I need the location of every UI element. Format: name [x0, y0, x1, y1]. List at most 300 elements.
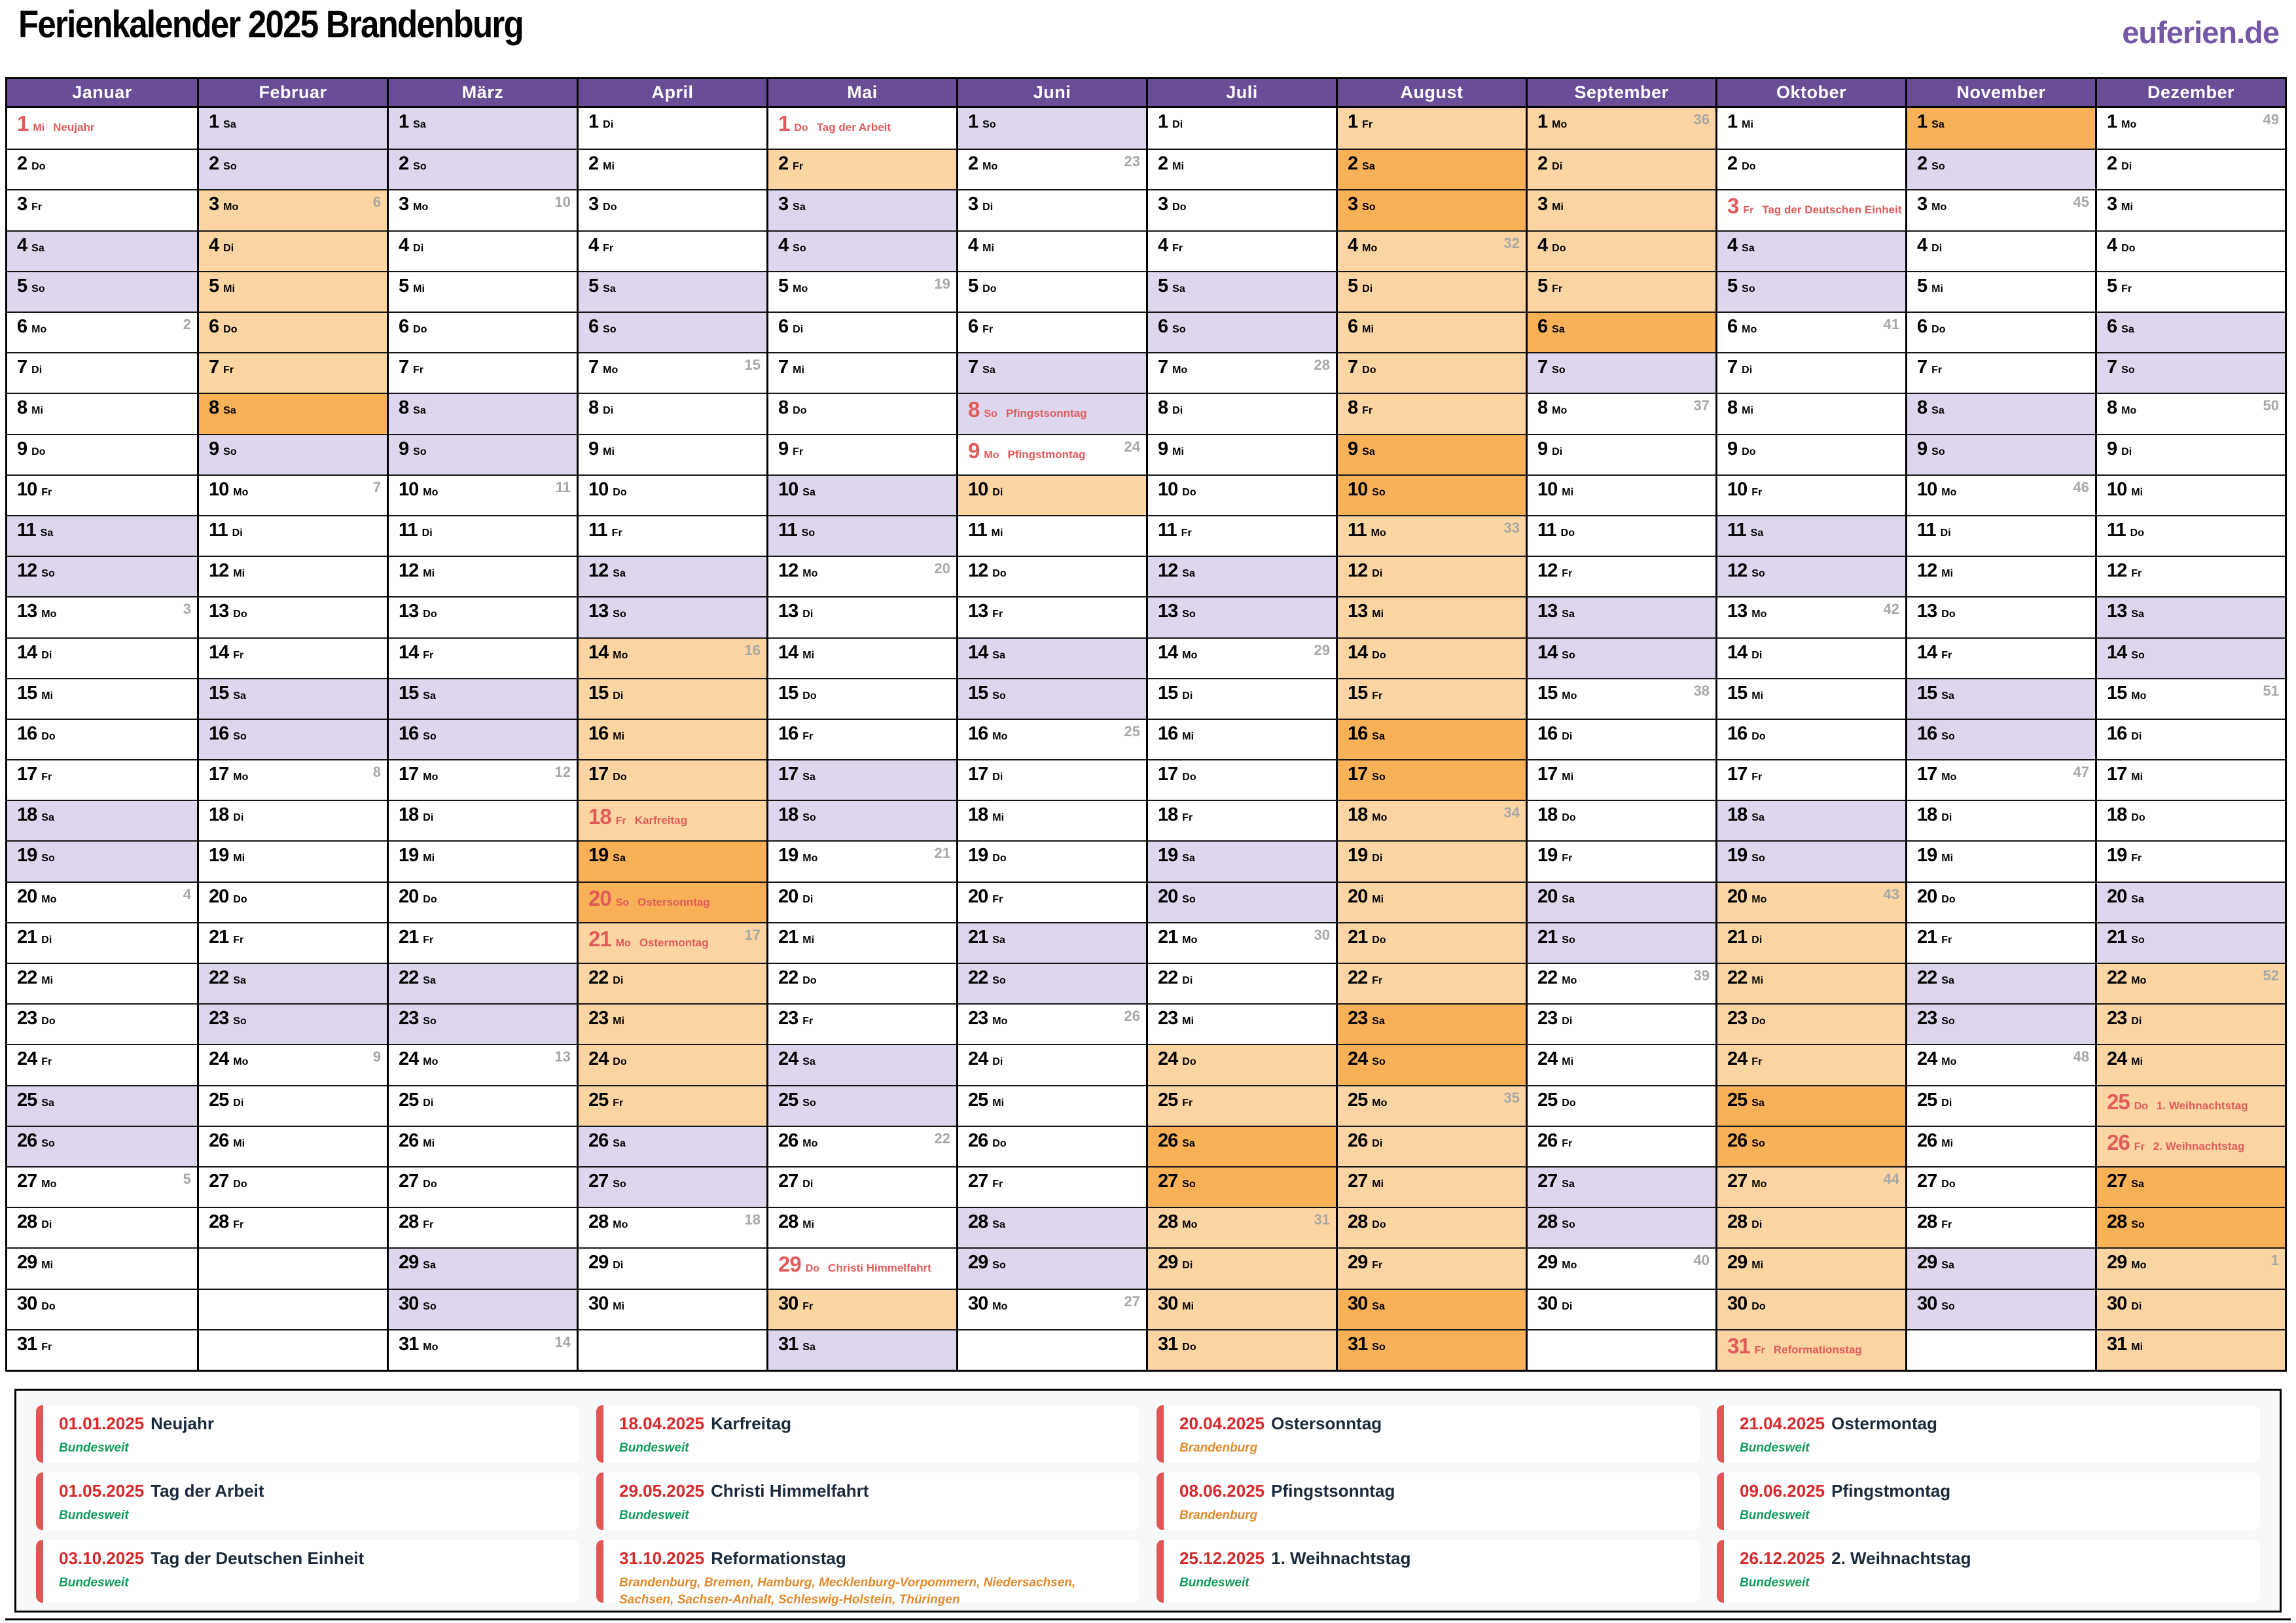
- day-cell-september-10: [1528, 474, 1715, 515]
- day-cell-januar-22: [7, 963, 197, 1003]
- day-cell-märz-16: [389, 719, 577, 759]
- day-cell-mai-5: [768, 271, 956, 312]
- day-number: 29: [968, 1252, 988, 1274]
- weekday-abbr: Sa: [1182, 853, 1195, 865]
- week-number: 16: [744, 641, 761, 658]
- weekday-abbr: Sa: [1562, 609, 1575, 620]
- day-number: 1: [1348, 111, 1358, 132]
- day-cell-april-10: [579, 474, 766, 515]
- weekday-abbr: Sa: [1941, 690, 1954, 702]
- weekday-abbr: Fr: [1562, 568, 1573, 580]
- month-header-januar: Januar: [7, 79, 197, 108]
- day-number: 10: [209, 478, 229, 500]
- day-cell-april-21: [579, 922, 766, 963]
- day-cell-november-21: [1907, 922, 2095, 963]
- day-number: 16: [1727, 722, 1748, 744]
- day-number: 28: [1917, 1211, 1937, 1233]
- day-cell-mai-23: [768, 1003, 956, 1044]
- day-cell-september-11: [1528, 515, 1715, 556]
- weekday-abbr: Mo: [1742, 323, 1757, 335]
- day-number: 7: [399, 357, 409, 378]
- weekday-abbr: Do: [1372, 934, 1386, 946]
- day-number: 23: [1917, 1008, 1937, 1029]
- day-number: 16: [2107, 722, 2127, 744]
- day-cell-august-20: [1338, 882, 1526, 922]
- day-cell-november-2: [1907, 149, 2095, 189]
- day-cell-august-15: [1338, 678, 1526, 719]
- day-number: 19: [588, 845, 609, 866]
- day-number: 14: [778, 641, 798, 663]
- weekday-abbr: Mo: [1182, 1219, 1198, 1231]
- week-number: 32: [1503, 234, 1520, 251]
- day-cell-januar-6: [7, 312, 197, 352]
- weekday-abbr: Mi: [31, 405, 43, 417]
- day-cell-august-10: [1338, 474, 1526, 515]
- day-number: 16: [1917, 722, 1937, 744]
- day-number: 12: [1917, 560, 1937, 582]
- legend-holiday-name: Neujahr: [151, 1414, 214, 1433]
- day-cell-september-30: [1528, 1289, 1715, 1329]
- day-cell-oktober-12: [1717, 556, 1905, 596]
- legend-holiday-name: Ostersonntag: [1271, 1414, 1382, 1433]
- weekday-abbr: So: [992, 690, 1006, 702]
- weekday-abbr: Mi: [1742, 119, 1753, 130]
- weekday-abbr: So: [2131, 1219, 2145, 1231]
- day-cell-februar-11: [199, 515, 387, 556]
- day-number: 6: [17, 315, 27, 337]
- day-number: 3: [778, 194, 789, 215]
- day-cell-februar-21: [199, 922, 387, 963]
- weekday-abbr: Fr: [1562, 1137, 1573, 1149]
- day-number: 2: [399, 153, 409, 175]
- weekday-abbr: Fr: [41, 1056, 52, 1068]
- month-column-märz: [387, 79, 577, 1370]
- weekday-abbr: Sa: [1372, 730, 1385, 742]
- week-number: 34: [1503, 804, 1520, 821]
- day-number: 5: [2107, 275, 2117, 296]
- day-number: 15: [968, 682, 988, 704]
- day-cell-august-14: [1338, 637, 1526, 678]
- day-cell-september-5: [1528, 271, 1715, 312]
- weekday-abbr: Sa: [992, 1219, 1005, 1231]
- weekday-abbr: Sa: [1552, 323, 1565, 335]
- day-cell-april-11: [579, 515, 766, 556]
- day-number: 30: [1158, 1293, 1178, 1314]
- day-cell-empty: [1907, 1329, 2095, 1370]
- day-number: 17: [17, 764, 37, 785]
- weekday-abbr: Di: [1172, 405, 1183, 417]
- weekday-abbr: Fr: [233, 649, 244, 661]
- day-cell-august-13: [1338, 596, 1526, 637]
- day-cell-august-8: [1338, 393, 1526, 433]
- day-number: 3: [1917, 194, 1928, 215]
- weekday-abbr: Mi: [982, 242, 994, 254]
- day-cell-september-27: [1528, 1166, 1715, 1207]
- legend-regions: Bundesweit: [1740, 1441, 1810, 1455]
- day-number: 2: [1537, 153, 1548, 175]
- month-header-november: November: [1907, 79, 2095, 108]
- week-number: 13: [554, 1048, 571, 1065]
- weekday-abbr: Mo: [1562, 1260, 1577, 1272]
- day-number: 9: [399, 438, 409, 459]
- day-number: 30: [17, 1293, 37, 1314]
- day-cell-februar-10: [199, 474, 387, 515]
- weekday-abbr: Di: [423, 812, 434, 824]
- weekday-abbr: Fr: [1931, 365, 1943, 376]
- weekday-abbr: Do: [1751, 1300, 1766, 1312]
- weekday-abbr: Di: [2121, 446, 2132, 457]
- day-cell-januar-10: [7, 474, 197, 515]
- week-number: 30: [1314, 926, 1330, 943]
- day-cell-dezember-16: [2097, 719, 2285, 759]
- weekday-abbr: Mo: [613, 1219, 628, 1231]
- day-cell-januar-27: [7, 1166, 197, 1207]
- day-cell-märz-19: [389, 840, 577, 881]
- weekday-abbr: Mo: [423, 772, 439, 783]
- weekday-abbr: Do: [603, 202, 617, 213]
- legend-regions: Bundesweit: [59, 1576, 129, 1590]
- day-number: 26: [1158, 1130, 1178, 1151]
- day-cell-september-9: [1528, 434, 1715, 474]
- weekday-abbr: Sa: [223, 119, 236, 130]
- weekday-abbr: So: [233, 730, 247, 742]
- day-number: 19: [968, 845, 988, 866]
- day-number: 14: [968, 641, 988, 663]
- day-cell-oktober-2: [1717, 149, 1905, 189]
- weekday-abbr: Di: [793, 323, 804, 335]
- week-number: 44: [1883, 1171, 1899, 1188]
- weekday-abbr: Fr: [2131, 568, 2142, 580]
- day-cell-juni-27: [958, 1166, 1146, 1207]
- day-cell-august-31: [1338, 1329, 1526, 1370]
- weekday-abbr: Mi: [423, 1137, 435, 1149]
- weekday-abbr: Mi: [1751, 975, 1764, 987]
- weekday-abbr: Do: [1562, 1097, 1576, 1109]
- day-cell-oktober-13: [1717, 596, 1905, 637]
- weekday-abbr: Mo: [2131, 1260, 2147, 1272]
- day-cell-oktober-17: [1717, 759, 1905, 800]
- weekday-abbr: Di: [613, 1260, 624, 1272]
- weekday-abbr: Do: [1931, 323, 1946, 335]
- week-number: 12: [554, 764, 571, 781]
- day-cell-juli-7: [1148, 352, 1336, 393]
- weekday-abbr: So: [413, 446, 427, 457]
- month-header-dezember: Dezember: [2097, 79, 2285, 108]
- legend-date: 08.06.2025: [1179, 1481, 1265, 1501]
- weekday-abbr: Di: [992, 486, 1003, 498]
- day-cell-märz-17: [389, 759, 577, 800]
- day-number: 22: [399, 967, 419, 989]
- weekday-abbr: So: [41, 1137, 55, 1149]
- month-header-april: April: [579, 79, 766, 108]
- weekday-abbr: Mo: [1182, 934, 1198, 946]
- day-cell-august-18: [1338, 800, 1526, 840]
- weekday-abbr: So: [1182, 609, 1196, 620]
- month-header-märz: März: [389, 79, 577, 108]
- day-cell-oktober-4: [1717, 230, 1905, 271]
- day-cell-märz-11: [389, 515, 577, 556]
- day-number: 13: [968, 601, 988, 622]
- day-number: 24: [1727, 1048, 1748, 1070]
- week-number: 27: [1124, 1293, 1140, 1310]
- day-number: 19: [1727, 845, 1748, 866]
- weekday-abbr: Di: [802, 893, 814, 905]
- day-cell-august-21: [1338, 922, 1526, 963]
- weekday-abbr: Mi: [603, 161, 615, 173]
- weekday-abbr: Mi: [423, 853, 435, 865]
- legend-headline: [1740, 1481, 2247, 1501]
- legend-headline: [619, 1481, 1126, 1501]
- day-cell-januar-2: [7, 149, 197, 189]
- weekday-abbr: Fr: [1372, 975, 1383, 987]
- weekday-abbr: Sa: [1182, 1137, 1195, 1149]
- day-number: 6: [1917, 315, 1928, 337]
- weekday-abbr: Mo: [31, 323, 47, 335]
- weekday-abbr: Mo: [413, 202, 429, 213]
- day-number: 5: [968, 275, 978, 296]
- day-cell-oktober-9: [1717, 434, 1905, 474]
- day-number: 10: [968, 478, 988, 500]
- holiday-name: Reformationstag: [1773, 1343, 1862, 1356]
- day-cell-juli-5: [1148, 271, 1336, 312]
- day-cell-juli-23: [1148, 1003, 1336, 1044]
- holiday-name: Tag der Deutschen Einheit: [1762, 204, 1902, 217]
- day-cell-september-8: [1528, 393, 1715, 433]
- day-cell-januar-21: [7, 922, 197, 963]
- weekday-abbr: Mi: [41, 690, 54, 702]
- weekday-abbr: Sa: [1751, 1097, 1765, 1109]
- day-cell-august-17: [1338, 759, 1526, 800]
- day-cell-juli-11: [1148, 515, 1336, 556]
- weekday-abbr: Sa: [1182, 568, 1195, 580]
- weekday-abbr: Sa: [603, 283, 616, 294]
- weekday-abbr: Mi: [1941, 853, 1954, 865]
- day-cell-august-24: [1338, 1044, 1526, 1084]
- legend-item-pfingstmontag: [1717, 1472, 2260, 1530]
- weekday-abbr: Sa: [1750, 527, 1764, 539]
- day-cell-september-13: [1528, 596, 1715, 637]
- day-number: 14: [1917, 641, 1937, 663]
- day-number: 10: [1348, 478, 1368, 500]
- day-cell-januar-23: [7, 1003, 197, 1044]
- weekday-abbr: So: [41, 568, 55, 580]
- day-number: 4: [1537, 234, 1548, 256]
- year-calendar: [5, 77, 2287, 1372]
- weekday-abbr: Sa: [41, 1097, 54, 1109]
- day-number: 7: [209, 357, 219, 378]
- weekday-abbr: Mi: [1172, 161, 1184, 173]
- day-number: 20: [1537, 885, 1558, 907]
- weekday-abbr: Mi: [802, 649, 815, 661]
- day-cell-mai-4: [768, 230, 956, 271]
- legend-headline: [1740, 1548, 2247, 1569]
- day-cell-märz-21: [389, 922, 577, 963]
- day-cell-september-17: [1528, 759, 1715, 800]
- legend-date: 25.12.2025: [1179, 1548, 1265, 1568]
- day-cell-märz-25: [389, 1085, 577, 1126]
- weekday-abbr: Fr: [1743, 205, 1754, 217]
- day-number: 7: [588, 357, 599, 378]
- day-number: 16: [1348, 722, 1368, 744]
- weekday-abbr: Mi: [992, 812, 1005, 824]
- day-number: 17: [968, 764, 988, 785]
- weekday-abbr: Do: [794, 122, 808, 134]
- weekday-abbr: Do: [992, 568, 1007, 580]
- weekday-abbr: Mi: [41, 975, 54, 987]
- day-number: 17: [1917, 764, 1937, 785]
- week-number: 3: [183, 601, 191, 618]
- day-cell-märz-1: [389, 108, 577, 149]
- day-number: 29: [1917, 1252, 1937, 1274]
- weekday-abbr: Mi: [1372, 893, 1384, 905]
- day-number: 9: [209, 438, 219, 459]
- week-number: 45: [2073, 194, 2089, 211]
- day-number: 7: [1917, 357, 1928, 378]
- day-number: 3: [399, 194, 409, 215]
- day-cell-dezember-20: [2097, 882, 2285, 922]
- day-cell-dezember-27: [2097, 1166, 2285, 1207]
- day-cell-juni-29: [958, 1247, 1146, 1288]
- day-cell-juli-27: [1148, 1166, 1336, 1207]
- week-number: 33: [1503, 519, 1520, 536]
- day-cell-juli-28: [1148, 1207, 1336, 1247]
- day-number: 1: [2107, 111, 2117, 132]
- day-cell-empty: [199, 1289, 387, 1329]
- day-number: 17: [399, 764, 419, 785]
- weekday-abbr: Fr: [233, 934, 244, 946]
- holiday-name: Karfreitag: [634, 814, 688, 827]
- day-cell-februar-3: [199, 189, 387, 230]
- weekday-abbr: So: [1562, 934, 1575, 946]
- day-number: 15: [1727, 682, 1748, 704]
- legend-holiday-name: Reformationstag: [711, 1548, 846, 1568]
- legend-holiday-name: Pfingstsonntag: [1271, 1481, 1395, 1501]
- day-number: 27: [1348, 1171, 1368, 1192]
- day-number: 14: [1537, 641, 1558, 663]
- week-number: 14: [554, 1333, 571, 1350]
- legend-item-ostersonntag: [1157, 1405, 1700, 1463]
- weekday-abbr: Do: [2121, 242, 2136, 254]
- day-number: 6: [209, 315, 219, 337]
- day-cell-september-3: [1528, 189, 1715, 230]
- weekday-abbr: So: [413, 161, 427, 173]
- day-number: 25: [1348, 1089, 1368, 1111]
- day-number: 27: [1917, 1171, 1937, 1192]
- day-cell-november-11: [1907, 515, 2095, 556]
- weekday-abbr: Mi: [1182, 1016, 1194, 1027]
- week-number: 41: [1883, 315, 1899, 332]
- day-number: 31: [399, 1333, 419, 1355]
- weekday-abbr: Do: [233, 609, 247, 620]
- holiday-name: Ostermontag: [639, 936, 709, 949]
- weekday-abbr: So: [992, 1260, 1006, 1272]
- day-number: 26: [2107, 1130, 2130, 1154]
- weekday-abbr: Mi: [423, 568, 435, 580]
- weekday-abbr: Di: [1552, 161, 1563, 173]
- weekday-abbr: Mi: [233, 1137, 245, 1149]
- weekday-abbr: Fr: [1562, 853, 1573, 865]
- weekday-abbr: Di: [41, 934, 52, 946]
- weekday-abbr: Mo: [613, 649, 628, 661]
- week-number: 21: [934, 845, 950, 862]
- day-number: 15: [2107, 682, 2127, 704]
- day-number: 12: [588, 560, 609, 582]
- day-cell-april-30: [579, 1289, 766, 1329]
- day-number: 11: [399, 519, 418, 541]
- day-number: 7: [1348, 357, 1358, 378]
- weekday-abbr: Mo: [802, 853, 818, 865]
- day-number: 3: [1158, 194, 1168, 215]
- day-number: 21: [209, 926, 229, 948]
- day-number: 25: [778, 1089, 798, 1111]
- month-header-mai: Mai: [768, 79, 956, 108]
- day-number: 12: [399, 560, 419, 582]
- weekday-abbr: Mo: [41, 1179, 57, 1190]
- day-number: 18: [588, 804, 611, 829]
- weekday-abbr: Fr: [1181, 527, 1192, 539]
- weekday-abbr: Di: [1941, 1097, 1952, 1109]
- day-number: 6: [1158, 315, 1168, 337]
- day-number: 26: [17, 1130, 37, 1151]
- day-number: 11: [968, 519, 987, 541]
- day-number: 27: [1537, 1171, 1558, 1192]
- day-cell-august-12: [1338, 556, 1526, 596]
- weekday-abbr: Do: [805, 1263, 820, 1275]
- legend-item-christi-himmelfahrt: [596, 1472, 1139, 1530]
- day-number: 2: [588, 153, 599, 175]
- weekday-abbr: Di: [613, 690, 624, 702]
- day-number: 11: [1727, 519, 1746, 541]
- week-number: 20: [934, 560, 950, 577]
- day-cell-april-5: [579, 271, 766, 312]
- weekday-abbr: Mo: [992, 1300, 1008, 1312]
- weekday-abbr: So: [1372, 1056, 1386, 1068]
- day-number: 12: [778, 560, 798, 582]
- weekday-abbr: Mi: [613, 1016, 625, 1027]
- day-cell-juni-11: [958, 515, 1146, 556]
- weekday-abbr: Mi: [613, 1300, 625, 1312]
- day-cell-mai-11: [768, 515, 956, 556]
- logo-euferien[interactable]: euferien.de: [2122, 15, 2279, 50]
- day-number: 8: [968, 397, 980, 422]
- day-number: 2: [1727, 153, 1738, 175]
- day-number: 13: [1917, 601, 1937, 622]
- day-number: 18: [17, 804, 37, 826]
- day-cell-juli-22: [1148, 963, 1336, 1003]
- day-cell-juni-23: [958, 1003, 1146, 1044]
- day-number: 25: [968, 1089, 988, 1111]
- day-number: 20: [968, 885, 988, 907]
- weekday-abbr: Mo: [2131, 975, 2147, 987]
- day-cell-mai-18: [768, 800, 956, 840]
- weekday-abbr: Fr: [423, 649, 434, 661]
- day-cell-juni-20: [958, 882, 1146, 922]
- day-cell-juni-18: [958, 800, 1146, 840]
- day-cell-juli-14: [1148, 637, 1336, 678]
- day-cell-november-4: [1907, 230, 2095, 271]
- weekday-abbr: Mi: [1552, 202, 1564, 213]
- week-number: 43: [1883, 885, 1899, 902]
- day-number: 2: [17, 153, 27, 175]
- day-number: 9: [17, 438, 27, 459]
- day-cell-oktober-31: [1717, 1329, 1905, 1370]
- day-cell-dezember-18: [2097, 800, 2285, 840]
- weekday-abbr: Sa: [802, 772, 816, 783]
- day-cell-februar-6: [199, 312, 387, 352]
- day-cell-januar-13: [7, 596, 197, 637]
- legend-regions: Bundesweit: [1740, 1576, 1810, 1590]
- day-cell-juli-1: [1148, 108, 1336, 149]
